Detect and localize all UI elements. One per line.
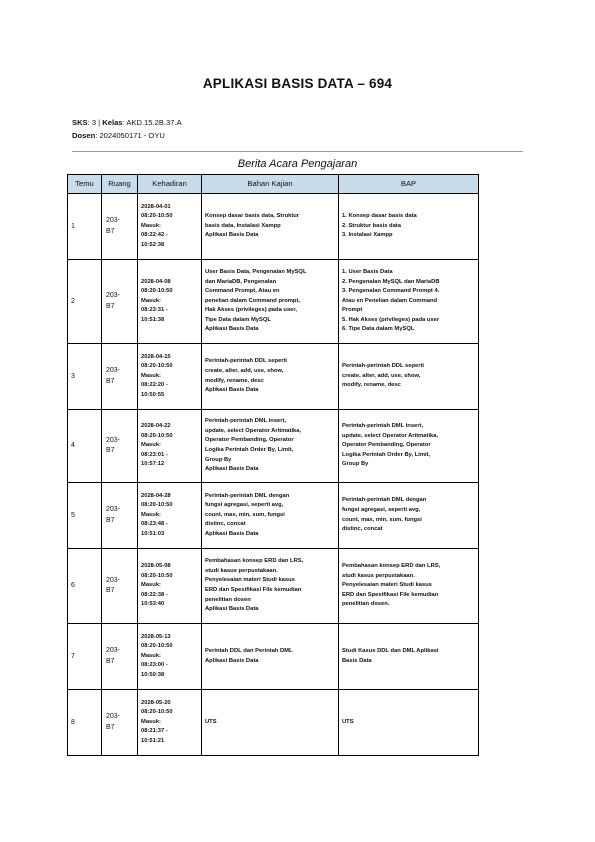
cell-bap [339, 624, 479, 690]
bahan-line: Aplikasi Basis Data [205, 232, 259, 239]
kehadiran-line: 08:20-10:50 [141, 709, 173, 716]
ruang-line: 203- [106, 713, 121, 720]
cell-temu: 3 [68, 344, 102, 410]
cell-bap [339, 344, 479, 410]
kehadiran-line: 10:51:38 [141, 316, 165, 323]
cell-ruang [102, 260, 138, 344]
bap-line: create, alter, add, use, show, [342, 372, 421, 379]
bahan-line: Logika Perintah Order By, Limit, [205, 447, 294, 453]
bap-line: 2. Struktur basis data [342, 222, 401, 229]
cell-bahan-kajian [202, 344, 339, 410]
bahan-line: User Basis Data, Pengenalan MySQL [205, 268, 307, 275]
bahan-line: Aplikasi Basis Data [205, 387, 259, 394]
kehadiran-line: 08:20-10:50 [141, 643, 173, 650]
ruang-line: 203- [106, 436, 121, 444]
bahan-line: count, max, min, sum, fungsi [205, 511, 285, 518]
ruang-line: B7 [106, 516, 115, 524]
kehadiran-line: Masuk: [141, 297, 161, 304]
ruang-line: 203- [106, 506, 121, 513]
kehadiran-line: 08:20-10:50 [141, 213, 173, 220]
kehadiran-line: Masuk: [141, 718, 161, 725]
bap-line: Prompt [342, 307, 363, 314]
kehadiran-line: 2028-04-08 [141, 278, 171, 285]
bahan-line: Tipe Data dalam MySQL [205, 316, 271, 323]
cell-bahan-kajian [202, 483, 339, 549]
bap-line: 3. Instalasi Xampp [342, 232, 393, 239]
header-ruang: Ruang [102, 175, 138, 194]
kehadiran-line: Masuk: [141, 652, 161, 659]
table-row [68, 483, 479, 549]
bap-line: 1. Konsep dasar basis data [342, 213, 417, 220]
kehadiran-line: 08:20-10:50 [141, 288, 173, 295]
bahan-line: penelian dalam Command prompt, [205, 297, 301, 304]
kehadiran-line: 2028-04-15 [141, 353, 171, 360]
cell-temu: 1 [68, 194, 102, 260]
kehadiran-line: 08:23:31 - [141, 307, 168, 314]
kehadiran-line: 08:23:01 - [141, 451, 168, 458]
table-row [68, 549, 479, 624]
kehadiran-line: 08:20-10:50 [141, 432, 173, 439]
bahan-line: Pembahasan konsep ERD dan LRS, [205, 558, 304, 565]
kehadiran-line: Masuk: [141, 442, 161, 449]
cell-kehadiran [138, 549, 202, 624]
bap-line: Perintah-perintah DML insert, [342, 423, 424, 430]
cell-bap [339, 410, 479, 483]
bahan-line: Perintah-perintah DDL seperti [205, 358, 288, 365]
cell-kehadiran [138, 624, 202, 690]
bap-line: 1. User Basis Data [342, 268, 393, 275]
cell-kehadiran [138, 344, 202, 410]
cell-temu: 6 [68, 549, 102, 624]
cell-ruang [102, 194, 138, 260]
bap-line: distinc, concat [342, 526, 383, 533]
cell-bahan-kajian [202, 624, 339, 690]
sks-label: SKS [72, 118, 88, 127]
bahan-line: Hak Akses (privileges) pada user, [205, 307, 297, 314]
cell-temu: 4 [68, 410, 102, 483]
bahan-line: dan MariaDB, Pengenalan [205, 278, 277, 285]
bahan-line: Penyelesaian materi Studi kasus [205, 577, 295, 584]
bahan-line: penelitian dosen [205, 596, 251, 603]
sks-value: : 3 | [87, 118, 103, 127]
bap-line: 3. Pengenalan Command Prompt 4. [342, 288, 440, 295]
ruang-line: B7 [106, 657, 115, 665]
bahan-line: update, select Operator Aritmatika, [205, 427, 302, 434]
table-header-row [68, 175, 479, 194]
kehadiran-line: 10:51:21 [141, 737, 165, 744]
cell-temu: 2 [68, 260, 102, 344]
kelas-label: Kelas [102, 118, 123, 127]
cell-kehadiran [138, 483, 202, 549]
kehadiran-line: 08:20-10:50 [141, 363, 173, 370]
cell-ruang [102, 410, 138, 483]
ruang-line: 203- [106, 367, 121, 374]
ruang-line: 203- [106, 292, 121, 299]
kehadiran-line: 2028-05-20 [141, 699, 171, 706]
bahan-line: Perintah-perintah DML dengan [205, 492, 290, 499]
cell-kehadiran [138, 260, 202, 344]
cell-ruang [102, 483, 138, 549]
ruang-line: 203- [106, 217, 121, 224]
header-bap: BAP [339, 175, 479, 194]
ruang-line: B7 [106, 447, 115, 454]
bahan-line: Group By [205, 456, 232, 463]
bahan-line: Perintah DDL dan Perintah DML [205, 647, 293, 654]
ruang-line: B7 [106, 723, 115, 731]
bap-line: studi kasus perpustakaan. [342, 572, 415, 579]
kehadiran-line: 2028-05-08 [141, 563, 171, 570]
bap-line: count, max, min, sum, fungsi [342, 516, 422, 523]
course-info [72, 118, 182, 127]
kehadiran-line: Masuk: [141, 511, 161, 518]
bap-line: UTS [342, 718, 354, 725]
bahan-line: basis data, Instalasi Xampp [205, 222, 281, 229]
bap-line: Atau en Penelian dalam Command [342, 297, 438, 304]
kehadiran-line: 10:53:40 [141, 601, 165, 608]
cell-bap [339, 260, 479, 344]
bahan-line: modify, rename, desc [205, 377, 264, 384]
kehadiran-line: 08:22:20 - [141, 382, 168, 389]
bap-line: 2. Pengenalan MySQL dan MariaDB [342, 278, 440, 285]
bahan-line: fungsi agregasi, seperti avg, [205, 502, 284, 509]
kehadiran-line: 08:22:42 - [141, 232, 168, 239]
bahan-line: Aplikasi Basis Data [205, 606, 259, 613]
cell-bahan-kajian [202, 194, 339, 260]
kelas-value: : AKD.15.2B.37.A [122, 118, 182, 127]
bahan-line: distinc, concat [205, 521, 246, 528]
kehadiran-line: Masuk: [141, 372, 161, 379]
kehadiran-line: 08:22:38 - [141, 591, 168, 598]
ruang-line: B7 [106, 587, 115, 594]
kehadiran-line: 2028-04-28 [141, 492, 171, 499]
ruang-line: B7 [106, 227, 115, 235]
bahan-line: Operator Pembanding, Operator [205, 437, 294, 444]
cell-kehadiran [138, 194, 202, 260]
bahan-line: create, alter, add, use, show, [205, 367, 284, 374]
kehadiran-line: Masuk: [141, 222, 161, 229]
kehadiran-line: 2028-04-22 [141, 423, 171, 430]
bahan-line: Command Prompt, Atau en [205, 288, 280, 295]
table-row [68, 410, 479, 483]
ruang-line: B7 [106, 377, 115, 385]
bahan-line: ERD dan Spesifikasi File kemudian [205, 587, 302, 593]
header-bahan-kajian: Bahan Kajian [202, 175, 339, 194]
kehadiran-line: 10:51:03 [141, 530, 165, 537]
cell-kehadiran [138, 410, 202, 483]
cell-bap [339, 194, 479, 260]
bahan-line: Aplikasi Basis Data [205, 466, 259, 473]
cell-bahan-kajian [202, 549, 339, 624]
cell-temu: 5 [68, 483, 102, 549]
ruang-line: 203- [106, 576, 121, 584]
kehadiran-line: 10:57:12 [141, 461, 165, 468]
cell-ruang [102, 344, 138, 410]
kehadiran-line: 08:20-10:50 [141, 502, 173, 509]
table-row [68, 260, 479, 344]
cell-temu: 7 [68, 624, 102, 690]
kehadiran-line: 2028-04-01 [141, 203, 171, 210]
cell-bahan-kajian [202, 260, 339, 344]
teaching-log-table [67, 174, 479, 756]
bap-line: update, select Operator Aritmatika, [342, 432, 439, 439]
kehadiran-line: 08:23:48 - [141, 521, 168, 528]
kehadiran-line: 10:50:55 [141, 391, 165, 398]
cell-bap [339, 549, 479, 624]
table-title: Berita Acara Pengajaran [237, 158, 358, 170]
ruang-line: B7 [106, 302, 115, 310]
table-row [68, 344, 479, 410]
bap-line: penelitian dosen. [342, 601, 390, 608]
bap-line: Group By [342, 461, 369, 468]
bahan-line: UTS [205, 718, 217, 725]
bahan-line: Perintah-perintah DML insert, [205, 418, 287, 425]
bap-line: ERD dan Spesifikasi File kemudian [342, 591, 439, 598]
bap-line: modify, rename, desc [342, 382, 401, 389]
cell-ruang [102, 624, 138, 690]
cell-bap [339, 483, 479, 549]
cell-bahan-kajian [202, 410, 339, 483]
bap-line: Operator Pembanding, Operator [342, 442, 431, 449]
lecturer-info [72, 131, 165, 140]
cell-ruang [102, 549, 138, 624]
bap-line: Pembahasan konsep ERD dan LRS, [342, 563, 441, 570]
bahan-line: Konsep dasar basis data, Struktur [205, 213, 300, 220]
bap-line: Logika Perintah Order By, Limit, [342, 451, 431, 458]
bap-line: Studi Kasus DDL dan DML Aplikasi [342, 647, 439, 654]
bap-line: Perintah-perintah DML dengan [342, 497, 427, 504]
cell-ruang [102, 690, 138, 756]
kehadiran-line: 08:20-10:50 [141, 572, 173, 579]
bap-line: fungsi agregasi, seperti avg, [342, 506, 421, 513]
cell-kehadiran [138, 690, 202, 756]
table-row [68, 624, 479, 690]
kehadiran-line: Masuk: [141, 582, 161, 589]
cell-bap [339, 690, 479, 756]
bahan-line: Aplikasi Basis Data [205, 657, 259, 664]
kehadiran-line: 2028-05-13 [141, 633, 171, 640]
table-row [68, 690, 479, 756]
bahan-line: Aplikasi Basis Data [205, 530, 259, 537]
bap-line: Basis Data [342, 657, 372, 664]
cell-temu: 8 [68, 690, 102, 756]
bap-line: 5. Hak Akses (privileges) pada user [342, 316, 440, 323]
bap-line: Perintah-perintah DDL seperti [342, 363, 425, 370]
divider [72, 151, 523, 152]
kehadiran-line: 10:50:38 [141, 671, 165, 678]
dosen-value: : 2024050171 - OYU [95, 131, 165, 140]
cell-bahan-kajian [202, 690, 339, 756]
bahan-line: studi kasus perpustakaan. [205, 567, 278, 574]
kehadiran-line: 10:52:38 [141, 241, 165, 248]
table-row [68, 194, 479, 260]
bap-line: Penyelesaian materi Studi kasus [342, 582, 432, 589]
bahan-line: Aplikasi Basis Data [205, 326, 259, 333]
document-title: APLIKASI BASIS DATA – 694 [202, 76, 393, 91]
header-kehadiran: Kehadiran [138, 175, 202, 194]
kehadiran-line: 08:23:00 - [141, 662, 168, 669]
ruang-line: 203- [106, 647, 121, 654]
bap-line: 6. Tipe Data dalam MySQL [342, 326, 415, 333]
kehadiran-line: 08:21:37 - [141, 728, 168, 735]
dosen-label: Dosen [72, 131, 96, 140]
header-temu: Temu [68, 175, 102, 194]
